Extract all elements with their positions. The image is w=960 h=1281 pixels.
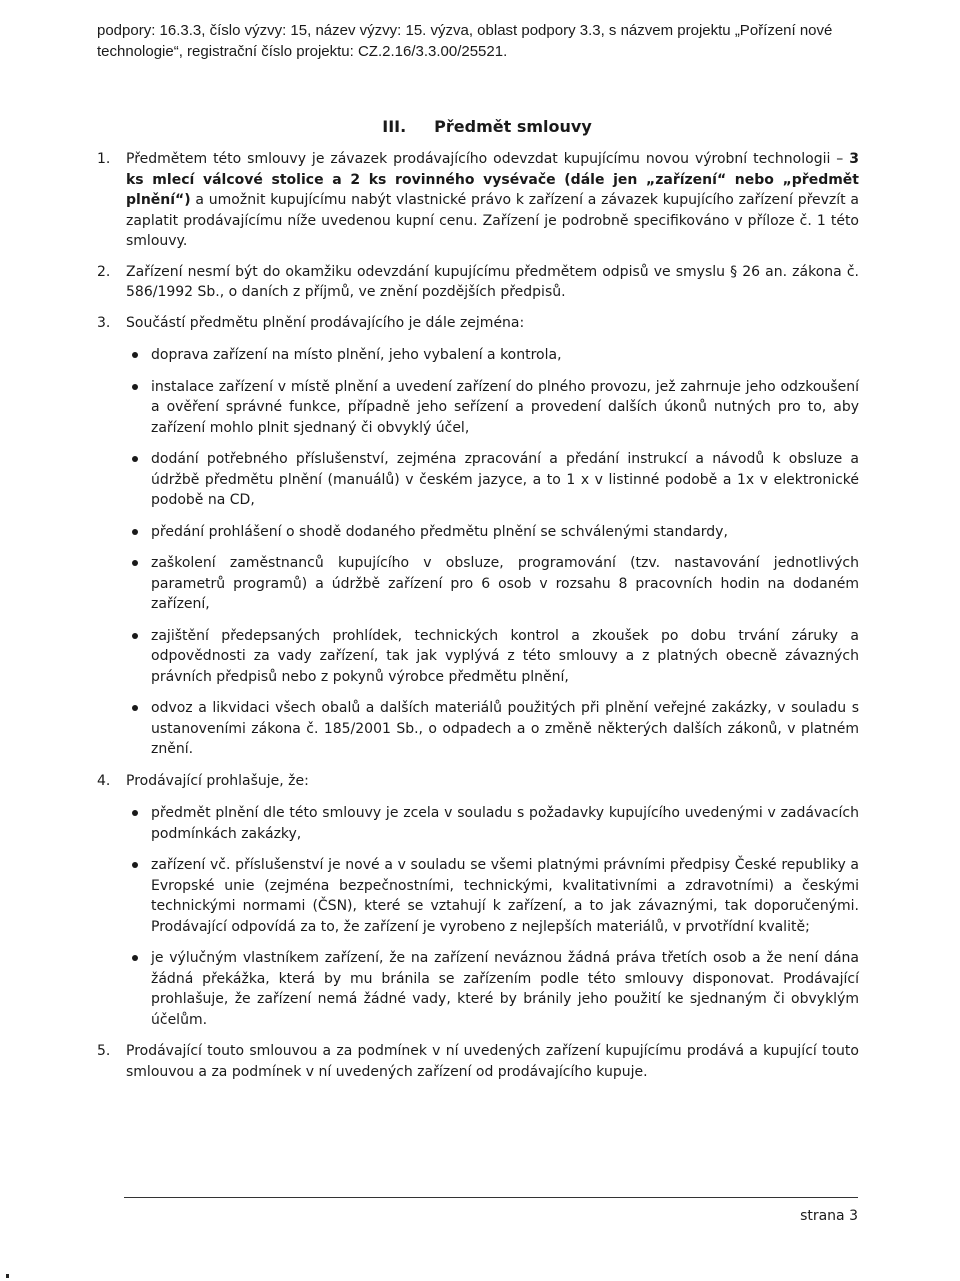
list-item-text: je výlučným vlastníkem zařízení, že na zařízení neváznou žádná práva třetích osob a že není dána žádná překážka, která by mu bránila se zařízením podle této smlouvy disponovat. Prodávající prohlašuje, že zařízení nemá žádné vady, které by bránily jeho použití ke sjednaným či obvyklým účelům. <box>151 950 859 1028</box>
list-item-text: zaškolení zaměstnanců kupujícího v obsluze, programování (tzv. nastavování jednotlivých parametrů programů) a údržbě zařízení pro 6 osob v rozsahu 8 pracovních hodin na dodaném zařízení, <box>151 555 859 612</box>
section-heading <box>0 117 960 136</box>
section-title: Předmět smlouvy <box>434 117 592 136</box>
list-item-text: instalace zařízení v místě plnění a uvedení zařízení do plného provozu, jež zahrnuje jeho odzkoušení a ověření správné funkce, případně jeho seřízení a provedení dalších úkonů nutných pro to, aby zařízení mohlo plnit sjednaný či obvyklý účel, <box>151 378 859 436</box>
bullet-list <box>126 345 859 760</box>
clause-number: 5. <box>97 1043 111 1059</box>
list-item <box>126 522 859 543</box>
list-item-text: předání prohlášení o shodě dodaného předmětu plnění se schválenými standardy, <box>151 523 728 540</box>
bullet-icon <box>132 384 138 390</box>
bullet-list <box>126 803 859 1030</box>
clause-text-bold: 3 ks mlecí válcové stolice a 2 ks rovinného vysévače (dále jen „zařízení“ nebo „předmět plnění“) <box>126 151 859 208</box>
list-item-text: doprava zařízení na místo plnění, jeho vybalení a kontrola, <box>151 347 562 363</box>
list-item-text: předmět plnění dle této smlouvy je zcela v souladu s požadavky kupujícího uvedenými v zadávacích podmínkách zakázky, <box>151 805 859 842</box>
footer-divider <box>124 1197 858 1198</box>
list-item <box>126 855 859 937</box>
list-item-text: odvoz a likvidaci všech obalů a dalších materiálů použitých při plnění veřejné zakázky, v souladu s ustanoveními zákona č. 185/2001 Sb., o odpadech a o změně některých dalších zákonů, v platném znění. <box>151 700 859 757</box>
list-item <box>126 553 859 615</box>
clause-number: 1. <box>97 151 111 167</box>
clause-number: 4. <box>97 772 111 789</box>
bullet-icon <box>132 529 138 535</box>
list-item <box>126 948 859 1030</box>
clause-text: a umožnit kupujícímu nabýt vlastnické právo k zařízení a závazek kupujícího zařízení převzít a zaplatit prodávajícímu níže uvedenou kupní cenu. Zařízení je podrobně specifikováno v příloze č. 1 této smlouvy. <box>126 192 859 249</box>
bullet-icon <box>132 633 138 639</box>
section-body <box>97 149 859 1092</box>
list-item <box>126 345 859 366</box>
clause-text: Předmětem této smlouvy je závazek prodávajícího odevzdat kupujícímu novou výrobní technologii – <box>126 151 850 167</box>
bullet-icon <box>132 560 138 566</box>
bullet-icon <box>132 810 138 816</box>
list-item <box>126 626 859 688</box>
clause-text: Prodávající touto smlouvou a za podmínek v ní uvedených zařízení kupujícímu prodává a kupující touto smlouvou a za podmínek v ní uvedených zařízení od prodávajícího kupuje. <box>126 1043 859 1080</box>
clause-number: 2. <box>97 263 111 280</box>
clause-2 <box>97 262 859 303</box>
list-item-text: zajištění předepsaných prohlídek, technických kontrol a zkoušek po dobu trvání záruky a odpovědnosti za vady zařízení, tak jak vyplývá z této smlouvy a z platných obecně závazných právních předpisů nebo z pokynů výrobce předmětu plnění, <box>151 627 859 685</box>
clause-3 <box>97 313 859 760</box>
clause-number: 3. <box>97 314 111 331</box>
clause-5 <box>97 1041 859 1082</box>
page-number: strana 3 <box>800 1208 858 1224</box>
clause-1 <box>97 149 859 252</box>
clause-text: Zařízení nesmí být do okamžiku odevzdání kupujícímu předmětem odpisů ve smyslu § 26 an. zákona č. 586/1992 Sb., o daních z příjmů, ve znění pozdějších předpisů. <box>126 263 859 300</box>
clause-text: Prodávající prohlašuje, že: <box>126 772 309 789</box>
list-item <box>126 449 859 511</box>
list-item <box>126 698 859 760</box>
bullet-icon <box>132 456 138 462</box>
bullet-icon <box>132 862 138 868</box>
list-item-text: zařízení vč. příslušenství je nové a v souladu se všemi platnými právními předpisy České republiky a Evropské unie (zejména bezpečnostními, technickými, kvalitativními a zdravotními) a českými technickými normami (ČSN), které se vztahují k zařízení, a to jak závaznými, tak doporučenými. Prodávající odpovídá za to, že zařízení je vyrobeno z nejlepších materiálů, v prvotřídní kvalitě; <box>151 857 859 935</box>
section-number: III. <box>382 117 407 136</box>
list-item-text: dodání potřebného příslušenství, zejména zpracování a předání instrukcí a návodů k obsluze a údržbě předmětu plnění (manuálů) v českém jazyce, a to 1 x v listinné podobě a 1x v elektronické podobě na CD, <box>151 451 859 508</box>
intro-paragraph: podpory: 16.3.3, číslo výzvy: 15, název výzvy: 15. výzva, oblast podpory 3.3, s názvem projektu „Pořízení nové technologie“, registrační číslo projektu: CZ.2.16/3.3.00/25521. <box>97 22 833 60</box>
bullet-icon <box>132 352 138 358</box>
scan-artifact <box>6 1274 9 1278</box>
clause-text: Součástí předmětu plnění prodávajícího je dále zejména: <box>126 314 525 331</box>
bullet-icon <box>132 705 138 711</box>
list-item <box>126 377 859 439</box>
list-item <box>126 803 859 844</box>
clause-4 <box>97 771 859 1031</box>
bullet-icon <box>132 955 138 961</box>
